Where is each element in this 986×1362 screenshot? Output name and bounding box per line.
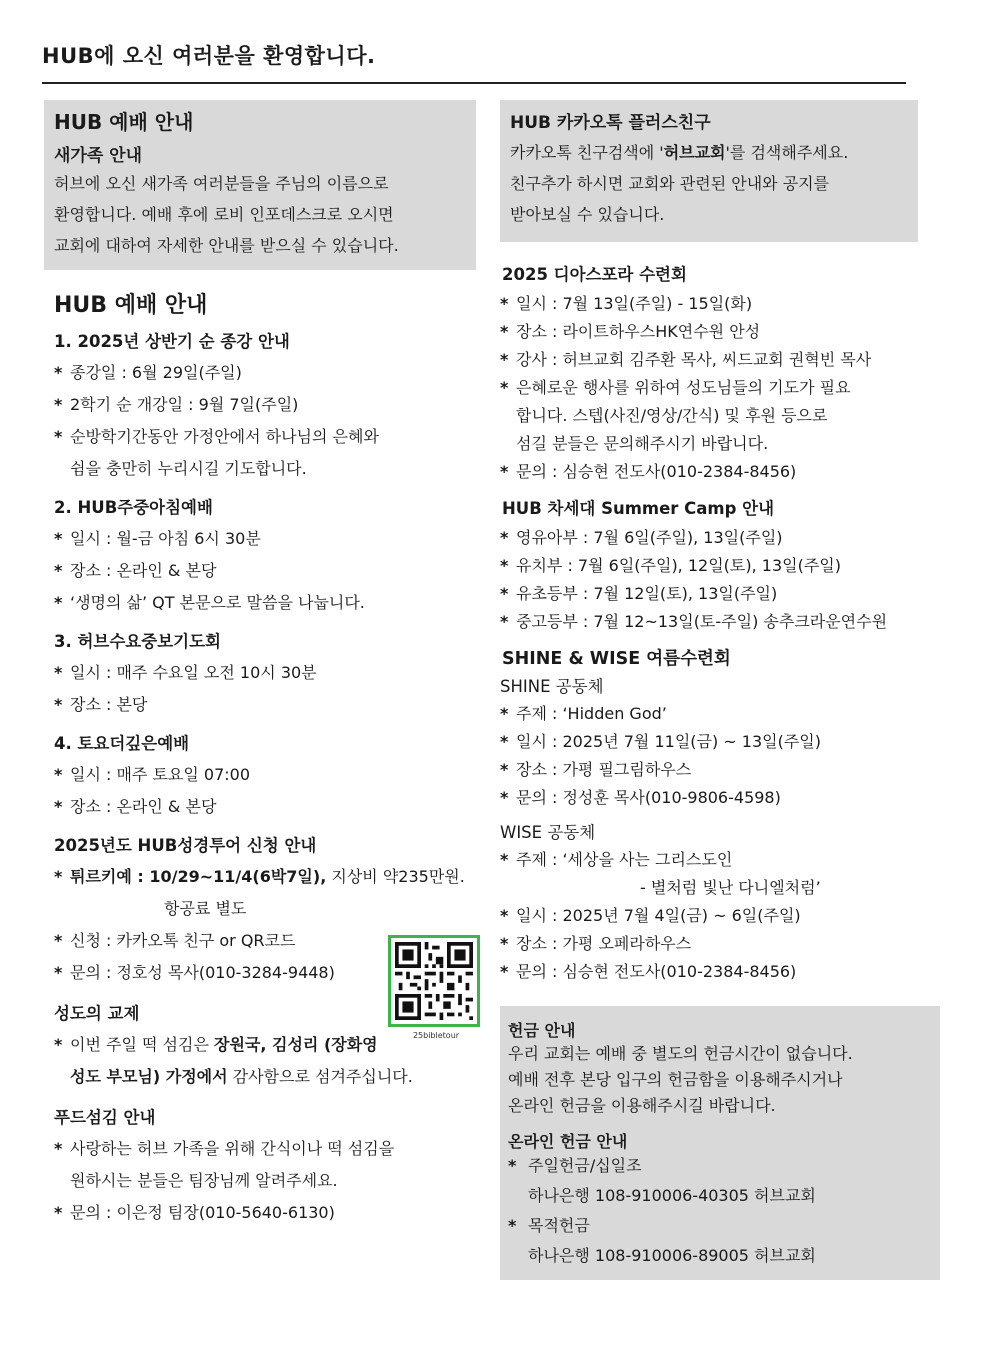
list-item: * 일시 : 2025년 7월 11일(금) ~ 13일(주일) <box>500 732 822 751</box>
section-food-serving <box>54 1105 476 1229</box>
list-item: * 문의 : 심승현 전도사(010-2384-8456) <box>500 962 797 981</box>
kakao-line: 친구추가 하시면 교회와 관련된 안내와 공지를 <box>510 174 830 193</box>
qr-caption: 25bibletour <box>412 1031 460 1040</box>
list-item: * 사랑하는 허브 가족을 위해 간식이나 떡 섬김을 <box>54 1139 395 1158</box>
list-item: * 주일헌금/십일조 <box>508 1156 642 1175</box>
list-item: * 일시 : 매주 토요일 07:00 <box>54 765 251 784</box>
list-item: * 일시 : 2025년 7월 4일(금) ~ 6일(주일) <box>500 906 801 925</box>
list-item: * 유초등부 : 7월 12일(토), 13일(주일) <box>500 584 778 603</box>
list-item-continuation: 쉼을 충만히 누리시길 기도합니다. <box>70 459 307 478</box>
account-number: 하나은행 108-910006-89005 허브교회 <box>528 1246 816 1265</box>
list-item: * 장소 : 라이트하우스HK연수원 안성 <box>500 322 761 341</box>
section-heading: 성도의 교제 <box>54 1004 140 1023</box>
section-heading: HUB 차세대 Summer Camp 안내 <box>502 499 775 518</box>
list-item: * 장소 : 본당 <box>54 695 148 714</box>
newfamily-box <box>44 100 476 270</box>
list-item: * 장소 : 가평 필그림하우스 <box>500 760 692 779</box>
section-wednesday-prayer <box>54 629 476 721</box>
section-heading: 4. 토요더깊은예배 <box>54 734 190 753</box>
list-item: * 주제 : ‘Hidden God’ <box>500 704 667 723</box>
qr-code-icon <box>395 942 473 1020</box>
list-item-continuation: 성도 부모님) 가정에서 감사함으로 섬겨주십니다. <box>70 1067 413 1086</box>
list-item: * 문의 : 이은정 팀장(010-5640-6130) <box>54 1203 335 1222</box>
list-item: * 문의 : 심승현 전도사(010-2384-8456) <box>500 462 797 481</box>
online-offering-title: 온라인 헌금 안내 <box>508 1132 628 1151</box>
account-number: 하나은행 108-910006-40305 허브교회 <box>528 1186 816 1205</box>
section-heading: 2. HUB주중아침예배 <box>54 498 213 517</box>
section-heading: 푸드섬김 안내 <box>54 1108 156 1127</box>
list-item: * 문의 : 정호성 목사(010-3284-9448) <box>54 963 335 982</box>
list-item: * 이번 주일 떡 섬김은 장원국, 김성리 (장화영 <box>54 1035 378 1054</box>
offering-line: 온라인 헌금을 이용해주시길 바랍니다. <box>508 1096 776 1115</box>
list-item-continuation: 항공료 별도 <box>164 899 247 918</box>
list-item-continuation: 원하시는 분들은 팀장님께 알려주세요. <box>70 1171 338 1190</box>
list-item-continuation: - 별처럼 빛난 다니엘처럼’ <box>640 878 821 897</box>
list-item: * ‘생명의 삶’ QT 본문으로 말씀을 나눕니다. <box>54 593 365 612</box>
list-item: * 2학기 순 개강일 : 9월 7일(주일) <box>54 395 299 414</box>
kakao-line: 받아보실 수 있습니다. <box>510 205 665 224</box>
section-summer-camp <box>500 496 940 636</box>
list-item: * 장소 : 온라인 & 본당 <box>54 561 217 580</box>
list-item: * 신청 : 카카오톡 친구 or QR코드 <box>54 931 296 950</box>
list-item: * 일시 : 월-금 아침 6시 30분 <box>54 529 261 548</box>
box-title: HUB 카카오톡 플러스친구 <box>510 113 711 133</box>
box-title: 헌금 안내 <box>508 1021 576 1040</box>
kakao-line: 카카오톡 친구검색에 '허브교회'를 검색해주세요. <box>510 143 849 162</box>
list-item: * 강사 : 허브교회 김주환 목사, 씨드교회 권혁빈 목사 <box>500 350 872 369</box>
box-title: HUB 예배 안내 <box>54 110 194 134</box>
left-column <box>44 100 476 1229</box>
newfamily-subtitle: 새가족 안내 <box>54 146 143 166</box>
newfamily-line: 환영합니다. 예배 후에 로비 인포데스크로 오시면 <box>54 205 394 224</box>
section-saturday-worship <box>54 731 476 823</box>
qr-code-block <box>388 935 484 1040</box>
list-item: * 순방학기간동안 가정안에서 하나님의 은혜와 <box>54 427 379 446</box>
list-item: * 장소 : 온라인 & 본당 <box>54 797 217 816</box>
section-morning-worship <box>54 495 476 619</box>
list-item: * 일시 : 7월 13일(주일) - 15일(화) <box>500 294 753 313</box>
section-heading: 1. 2025년 상반기 순 종강 안내 <box>54 332 290 351</box>
section-heading: 2025년도 HUB성경투어 신청 안내 <box>54 836 317 855</box>
worship-section-title: HUB 예배 안내 <box>54 293 208 318</box>
list-item: * 문의 : 정성훈 목사(010-9806-4598) <box>500 788 781 807</box>
section-heading: SHINE & WISE 여름수련회 <box>502 649 731 669</box>
list-item: * 목적헌금 <box>508 1216 590 1235</box>
list-item-continuation: 섬길 분들은 문의해주시기 바랍니다. <box>516 434 769 453</box>
newfamily-line: 허브에 오신 새가족 여러분들을 주님의 이름으로 <box>54 174 389 193</box>
section-diaspora <box>500 262 940 486</box>
offering-line: 우리 교회는 예배 중 별도의 헌금시간이 없습니다. <box>508 1044 853 1063</box>
section-heading: 3. 허브수요중보기도회 <box>54 632 221 651</box>
list-item: * 중고등부 : 7월 12~13일(토-주일) 송추크라운연수원 <box>500 612 888 631</box>
list-item: * 종강일 : 6월 29일(주일) <box>54 363 242 382</box>
offering-box <box>500 1006 940 1280</box>
list-item: * 영유아부 : 7월 6일(주일), 13일(주일) <box>500 528 783 547</box>
list-item: * 유치부 : 7월 6일(주일), 12일(토), 13일(주일) <box>500 556 841 575</box>
page-header <box>42 40 906 84</box>
right-column <box>500 100 940 1280</box>
community-title: WISE 공동체 <box>500 823 596 842</box>
list-item: * 장소 : 가평 오페라하우스 <box>500 934 692 953</box>
list-item: * 주제 : ‘세상을 사는 그리스도인 <box>500 850 733 869</box>
page-title: HUB에 오신 여러분을 환영합니다. <box>42 44 376 68</box>
offering-line: 예배 전후 본당 입구의 헌금함을 이용해주시거나 <box>508 1070 843 1089</box>
qr-code[interactable] <box>388 935 480 1027</box>
list-item-continuation: 합니다. 스텝(사진/영상/간식) 및 후원 등으로 <box>516 406 828 425</box>
newfamily-line: 교회에 대하여 자세한 안내를 받으실 수 있습니다. <box>54 236 399 255</box>
list-item: * 은혜로운 행사를 위하여 성도님들의 기도가 필요 <box>500 378 851 397</box>
section-summer-retreat <box>500 646 940 986</box>
section-closing <box>54 329 476 485</box>
list-item: * 일시 : 매주 수요일 오전 10시 30분 <box>54 663 317 682</box>
kakao-box <box>500 100 918 242</box>
list-item: * 튀르키예 : 10/29~11/4(6박7일), 지상비 약235만원. <box>54 867 465 886</box>
section-heading: 2025 디아스포라 수련회 <box>502 265 687 284</box>
community-title: SHINE 공동체 <box>500 677 604 696</box>
